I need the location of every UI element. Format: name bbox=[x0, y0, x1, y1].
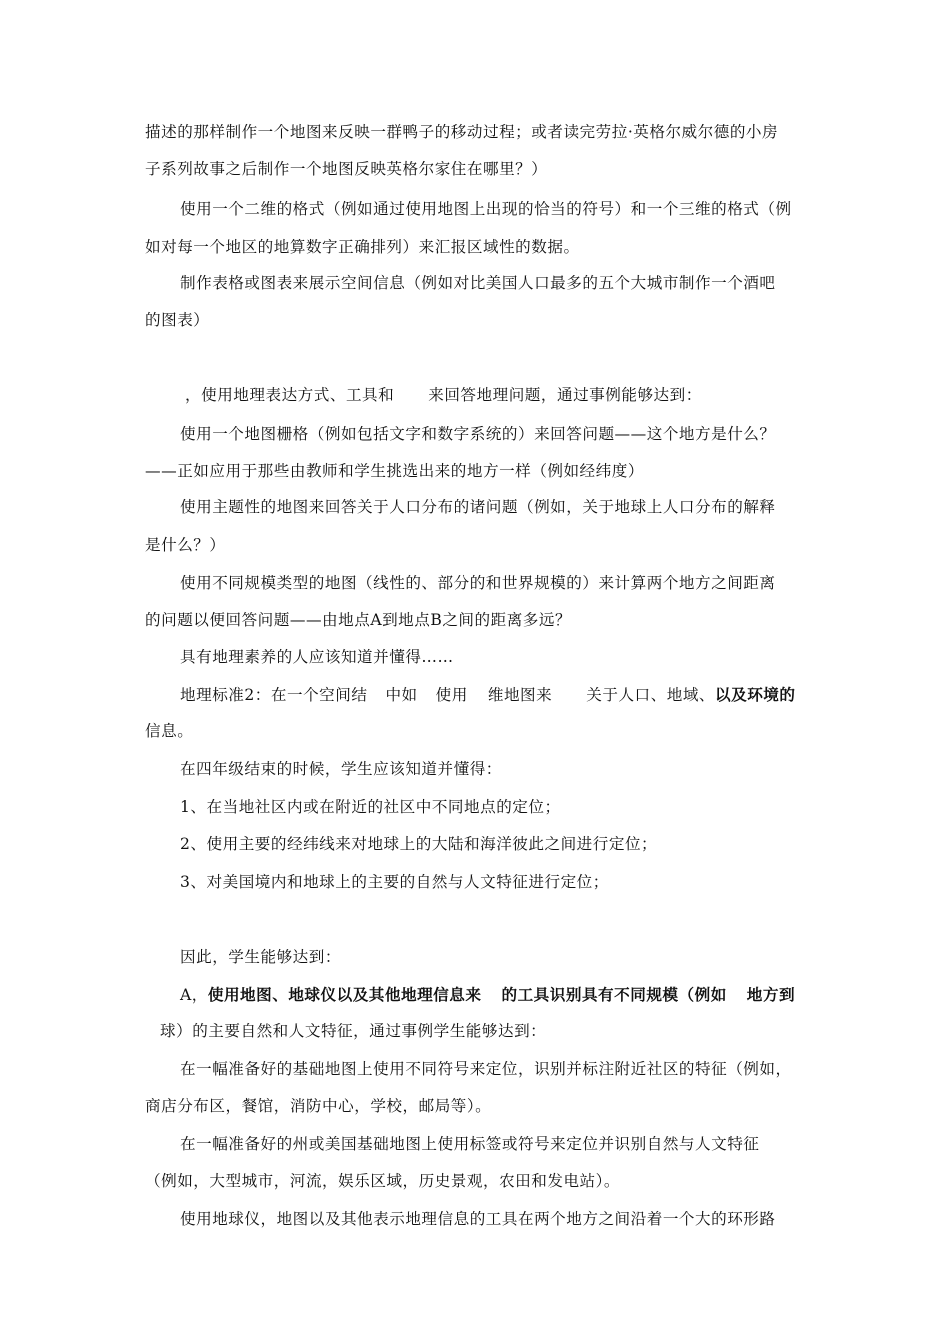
text-segment: 地理标准2：在一个空间结 bbox=[180, 686, 368, 704]
text-segment: 来回答地理问题，通过事例能够达到： bbox=[428, 386, 702, 404]
text-line: 描述的那样制作一个地图来反映一群鸭子的移动过程；或者读完劳拉·英格尔威尔德的小房 bbox=[145, 123, 779, 141]
text-segment: 地方到 bbox=[746, 985, 796, 1004]
text-line bbox=[180, 985, 795, 1005]
text-segment: 关于人口、地域、 bbox=[586, 686, 716, 704]
text-line: 使用不同规模类型的地图（线性的、部分的和世界规模的）来计算两个地方之间距离 bbox=[180, 574, 776, 592]
text-line: 使用地球仪，地图以及其他表示地理信息的工具在两个地方之间沿着一个大的环形路 bbox=[180, 1210, 776, 1228]
text-segment: 使用地图、地球仪以及其他地理信息来 bbox=[207, 985, 482, 1004]
text-line: 球）的主要自然和人文特征，通过事例学生能够达到： bbox=[160, 1022, 547, 1040]
text-segment: A， bbox=[180, 986, 208, 1004]
text-line: ——正如应用于那些由教师和学生挑选出来的地方一样（例如经纬度） bbox=[145, 462, 644, 480]
standard-heading bbox=[180, 685, 796, 705]
text-line: 在一幅准备好的州或美国基础地图上使用标签或符号来定位并识别自然与人文特征 bbox=[180, 1135, 760, 1153]
text-segment: 以及环境的 bbox=[715, 685, 796, 704]
text-line: 的问题以便回答问题——由地点A到地点B之间的距离多远？ bbox=[145, 611, 572, 629]
text-line: 信息。 bbox=[145, 722, 194, 740]
list-item: 3、对美国境内和地球上的主要的自然与人文特征进行定位； bbox=[180, 873, 609, 891]
list-item: 2、使用主要的经纬线来对地球上的大陆和海洋彼此之间进行定位； bbox=[180, 835, 658, 853]
text-line: 子系列故事之后制作一个地图反映英格尔家住在哪里？） bbox=[145, 160, 548, 178]
text-line: 如对每一个地区的地算数字正确排列）来汇报区域性的数据。 bbox=[145, 238, 580, 256]
text-line: 商店分布区，餐馆，消防中心，学校，邮局等）。 bbox=[145, 1097, 492, 1115]
text-segment: 维地图来 bbox=[487, 686, 553, 704]
text-segment: ，使用地理表达方式、工具和 bbox=[185, 386, 395, 404]
text-line: 在四年级结束的时候，学生应该知道并懂得： bbox=[180, 760, 502, 778]
text-line: 使用一个二维的格式（例如通过使用地图上出现的恰当的符号）和一个三维的格式（例 bbox=[180, 200, 792, 218]
text-line: 制作表格或图表来展示空间信息（例如对比美国人口最多的五个大城市制作一个酒吧 bbox=[180, 274, 776, 292]
text-segment: 中如 bbox=[385, 686, 418, 704]
text-line: （例如，大型城市，河流，娱乐区域，历史景观，农田和发电站）。 bbox=[145, 1172, 621, 1190]
text-segment: 的工具识别具有不同规模（例如 bbox=[501, 985, 727, 1004]
text-line: 在一幅准备好的基础地图上使用不同符号来定位，识别并标注附近社区的特征（例如， bbox=[180, 1060, 792, 1078]
text-line: 使用主题性的地图来回答关于人口分布的诸问题（例如，关于地球上人口分布的解释 bbox=[180, 498, 776, 516]
text-line bbox=[185, 385, 702, 405]
list-item: 1、在当地社区内或在附近的社区中不同地点的定位； bbox=[180, 798, 561, 816]
text-line: 的图表） bbox=[145, 311, 210, 329]
text-line: 因此，学生能够达到： bbox=[180, 948, 341, 966]
text-segment: 使用 bbox=[435, 686, 468, 704]
text-line: 使用一个地图栅格（例如包括文字和数字系统的）来回答问题——这个地方是什么？ bbox=[180, 425, 776, 443]
text-line: 是什么？） bbox=[145, 536, 226, 554]
text-line: 具有地理素养的人应该知道并懂得…… bbox=[180, 648, 454, 666]
